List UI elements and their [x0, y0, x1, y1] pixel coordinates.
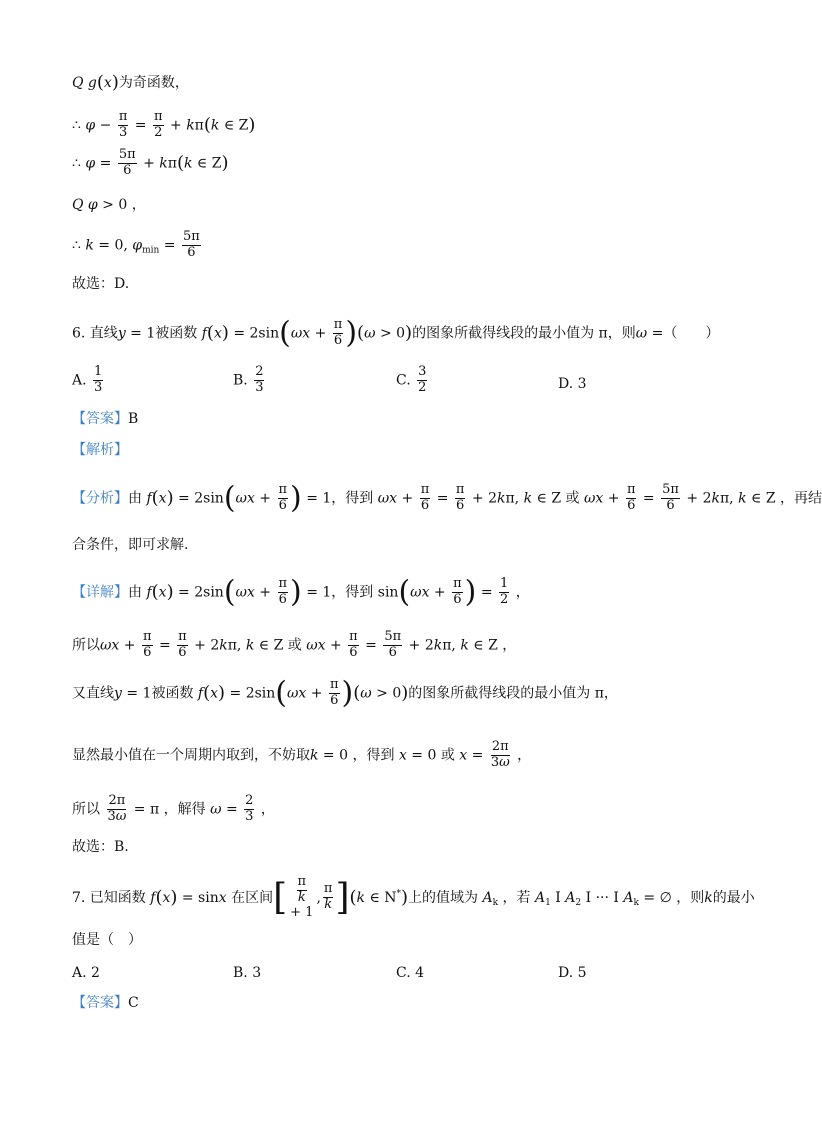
q6-choice: 故选：B. [72, 839, 129, 855]
q5-line-1: Q g(x)为奇函数， [72, 72, 189, 93]
q7-option-b: B. 3 [233, 965, 262, 981]
q6-option-c: C. $\frac{3}{2}$ [396, 364, 427, 395]
q7-stem: 7. 已知函数 f(x) = sinx 在区间[ π k + 1 , $\frac{\pi}{k}$ ](k ∈ N*)上的值域为 $A_k$ ，若 $A_1$ I $A_2$ I ··· I $A_k$ = ∅ ，则k的最小 [72, 874, 755, 920]
q6-xiangjie-4: 显然最小值在一个周期内取到，不妨取k = 0 ，得到 x = 0 或 x = $\frac{2\pi}{3\omega}$ ， [72, 739, 532, 770]
q6-xiangjie-1: 【详解】由 f(x) = 2sin(ωx + $\frac{\pi}{6}$ ) = 1，得到 sin(ωx + $\frac{\pi}{6}$ ) = $\frac{1}{2}$ ， [72, 574, 530, 610]
q6-analysis-tag: 【解析】 [72, 442, 128, 458]
q5-line-4: Q φ > 0 ， [72, 197, 146, 213]
q7-stem-cont: 值是（ ） [72, 932, 142, 948]
q5-line-5: ∴ k = 0, $\varphi_{min}$ = $\frac{5\pi}{6}$ [72, 229, 200, 260]
q6-answer: 【答案】B [72, 411, 139, 427]
q7-option-a: A. 2 [72, 965, 100, 981]
q6-fenxi-cont: 合条件，即可求解. [72, 537, 189, 553]
q6-xiangjie-2: 所以ωx + $\frac{\pi}{6}$ = $\frac{\pi}{6}$ + 2kπ, k ∈ Z 或 ωx + $\frac{\pi}{6}$ = $\frac{5\pi}{6}$ + 2kπ, k ∈ Z ， [72, 629, 517, 660]
q6-xiangjie-5: 所以 $\frac{2\pi}{3\omega}$ = π ，解得 ω = $\frac{2}{3}$ ， [72, 793, 275, 824]
q6-option-a: A. $\frac{1}{3}$ [72, 364, 103, 395]
q5-choice: 故选：D. [72, 276, 130, 292]
q7-option-d: D. 5 [558, 965, 587, 981]
q6-fenxi: 【分析】由 f(x) = 2sin(ωx + $\frac{\pi}{6}$ ) = 1，得到 ωx + $\frac{\pi}{6}$ = $\frac{\pi}{6}$ + 2kπ, k ∈ Z 或 ωx + $\frac{\pi}{6}$ = $\frac{5\pi}{6}$ + 2kπ, k ∈ Z ，再结 [72, 480, 822, 516]
q6-xiangjie-3: 又直线y = 1被函数 f(x) = 2sin(ωx + $\frac{\pi}{6}$ )(ω > 0)的图象所截得线段的最小值为 π， [72, 675, 618, 711]
q6-option-b: B. $\frac{2}{3}$ [233, 364, 264, 395]
q6-option-d: D. 3 [558, 376, 587, 392]
answer-tag: 【答案】 [72, 411, 128, 427]
q7-option-c: C. 4 [396, 965, 425, 981]
q7-answer: 【答案】C [72, 995, 139, 1011]
q6-stem: 6. 直线y = 1被函数 f(x) = 2sin(ωx + $\frac{\pi}{6}$ )(ω > 0)的图象所截得线段的最小值为 π，则ω =（ ） [72, 315, 720, 351]
q5-line-3: ∴ φ = $\frac{5\pi}{6}$ + kπ(k ∈ Z) [72, 147, 229, 178]
q5-line-2: ∴ φ − $\frac{\pi}{3}$ = $\frac{\pi}{2}$ + kπ(k ∈ Z) [72, 109, 256, 140]
